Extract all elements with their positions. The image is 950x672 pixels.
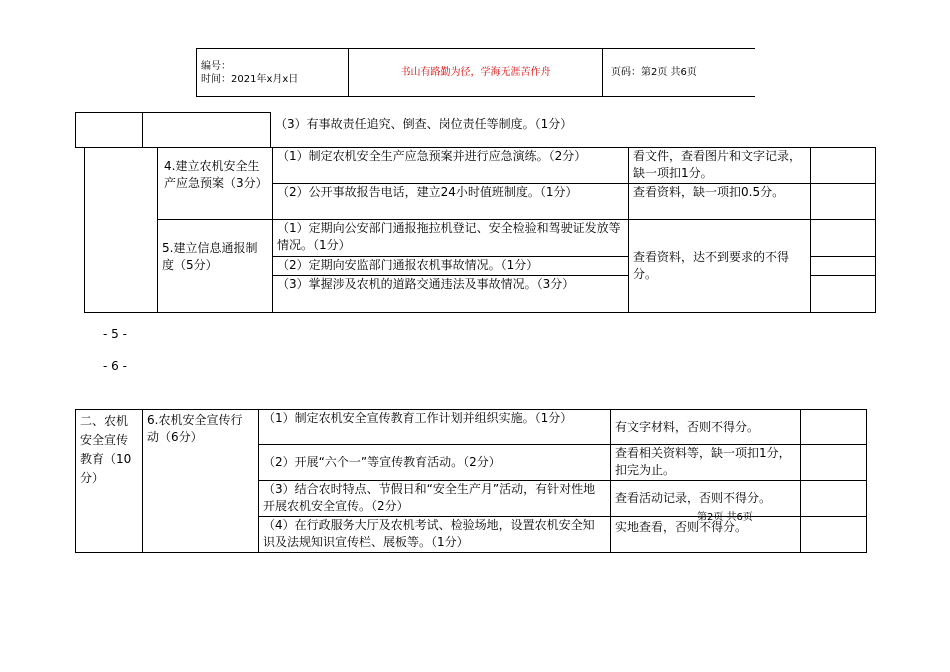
method-text: 查看资料，缺一项扣0.5分。 [629, 184, 811, 220]
criterion-text: （4）在行政服务大厅及农机考试、检验场地，设置农机安全知识及法规知识宣传栏、展板等。（1分） [259, 517, 611, 553]
table1-top-row [75, 112, 631, 148]
header-meta-cell [197, 49, 349, 97]
criterion-text: （1）制定农机安全宣传教育工作计划并组织实施。（1分） [259, 410, 611, 445]
header-table [196, 48, 755, 97]
method-text: 查看资料，达不到要求的不得分。 [629, 220, 811, 313]
criterion-text: （3）结合农时特点、节假日和“安全生产月”活动，有针对性地开展农机安全宣传。（2分） [259, 481, 611, 517]
item4-title: 4.建立农机安全生产应急预案（3分） [158, 148, 273, 220]
score-cell [811, 148, 876, 184]
criterion-text: （2）定期向安监部门通报农机事故情况。（1分） [273, 257, 629, 276]
item5-title: 5.建立信息通报制度（5分） [158, 220, 273, 313]
method-text: 看文件，查看图片和文字记录，缺一项扣1分。 [629, 148, 811, 184]
criterion-text: （3）掌握涉及农机的道路交通违法及事故情况。（3分） [273, 276, 629, 313]
method-text: 查看相关资料等，缺一项扣1分，扣完为止。 [611, 445, 801, 481]
page-marker: - 5 - [103, 327, 127, 341]
score-cell [811, 220, 876, 257]
score-cell [801, 517, 867, 553]
category-cell [85, 148, 158, 313]
score-cell [811, 184, 876, 220]
table1 [84, 147, 876, 313]
method-text: 有文字材料，否则不得分。 [611, 410, 801, 445]
criterion-text: （1）定期向公安部门通报拖拉机登记、安全检验和驾驶证发放等情况。（1分） [273, 220, 629, 257]
category-cell: 二、农机安全宣传教育（10分） [76, 410, 143, 553]
criterion-text: （3）有事故责任追究、倒查、岗位责任等制度。（1分） [275, 116, 573, 131]
motto: 书山有路勤为径，学海无涯苦作舟 [349, 49, 603, 97]
method-text: 实地查看，否则不得分。 [611, 517, 801, 553]
score-cell [811, 257, 876, 276]
time-label: 时间：2021年x月x日 [201, 73, 299, 85]
criterion-text: （1）制定农机安全生产应急预案并进行应急演练。（2分） [273, 148, 629, 184]
score-cell [801, 481, 867, 517]
page-label: 页码：第2页 共6页 [603, 49, 755, 97]
criterion-text: （2）公开事故报告电话，建立24小时值班制度。（1分） [273, 184, 629, 220]
table2 [75, 409, 867, 553]
criterion-text: （2）开展“六个一”等宣传教育活动。（2分） [259, 445, 611, 481]
score-cell [811, 276, 876, 313]
overlay-page-label: 第2页 共6页 [697, 512, 753, 523]
score-cell [801, 410, 867, 445]
method-text: 查看活动记录，否则不得分。 [611, 481, 801, 517]
score-cell [801, 445, 867, 481]
item6-title: 6.农机安全宣传行动（6分） [143, 410, 259, 553]
serial-label: 编号： [201, 60, 231, 72]
page-marker: - 6 - [103, 359, 127, 373]
